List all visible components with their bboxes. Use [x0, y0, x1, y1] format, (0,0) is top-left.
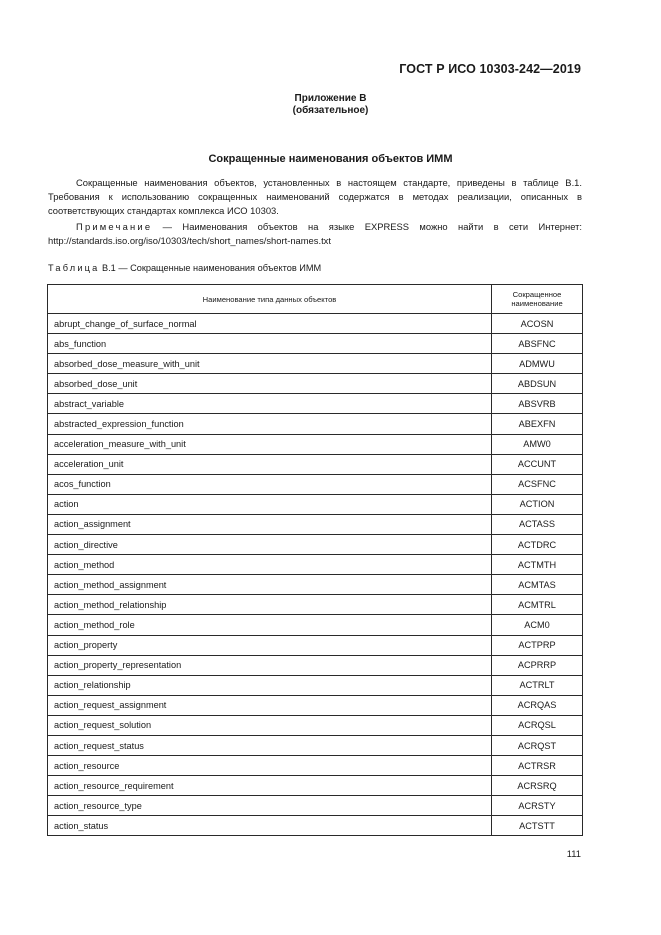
object-name-cell: acceleration_measure_with_unit: [48, 434, 492, 454]
column-header-short-name-line2: наименование: [511, 299, 563, 308]
short-name-cell: ACRQAS: [492, 695, 583, 715]
object-name-cell: action_method_assignment: [48, 575, 492, 595]
annex-title: Приложение В: [294, 93, 367, 104]
object-name-cell: action_assignment: [48, 514, 492, 534]
table-row: [48, 655, 583, 675]
short-name-cell: ACSFNC: [492, 474, 583, 494]
object-name-cell: action_request_solution: [48, 715, 492, 735]
object-name-cell: action_directive: [48, 535, 492, 555]
short-name-cell: ABDSUN: [492, 374, 583, 394]
short-name-cell: ACCUNT: [492, 454, 583, 474]
table-row: [48, 555, 583, 575]
short-name-cell: AMW0: [492, 434, 583, 454]
short-name-cell: ACRQST: [492, 735, 583, 755]
short-name-cell: ABSFNC: [492, 334, 583, 354]
table-row: [48, 334, 583, 354]
short-name-cell: ACRSRQ: [492, 776, 583, 796]
table-row: [48, 514, 583, 534]
table-row: [48, 796, 583, 816]
table-row: [48, 735, 583, 755]
note-text: — Наименования объектов на языке EXPRESS можно найти в сети Интернет: http://standards.iso.org/iso/10303/tech/short_names/short-names.txt: [48, 221, 582, 246]
table-row: [48, 595, 583, 615]
table-body: [48, 314, 583, 836]
object-name-cell: absorbed_dose_unit: [48, 374, 492, 394]
object-name-cell: action_relationship: [48, 675, 492, 695]
short-name-cell: ACTRLT: [492, 675, 583, 695]
short-name-cell: ACTPRP: [492, 635, 583, 655]
note-paragraph: [48, 220, 582, 248]
short-name-cell: ACMTRL: [492, 595, 583, 615]
object-name-cell: action_status: [48, 816, 492, 836]
table-row: [48, 494, 583, 514]
object-name-cell: abs_function: [48, 334, 492, 354]
short-name-cell: ACMTAS: [492, 575, 583, 595]
short-name-cell: ACTDRC: [492, 535, 583, 555]
column-header-object-name: Наименование типа данных объектов: [48, 285, 492, 314]
object-name-cell: acceleration_unit: [48, 454, 492, 474]
table-row: [48, 635, 583, 655]
table-row: [48, 414, 583, 434]
table-row: [48, 695, 583, 715]
table-row: [48, 756, 583, 776]
column-header-short-name: [492, 285, 583, 314]
short-name-cell: ACTION: [492, 494, 583, 514]
column-header-short-name-line1: Сокращенное: [512, 290, 562, 299]
table-row: [48, 575, 583, 595]
object-name-cell: action_resource_requirement: [48, 776, 492, 796]
short-name-cell: ACRSTY: [492, 796, 583, 816]
object-name-cell: action_resource_type: [48, 796, 492, 816]
table-row: [48, 354, 583, 374]
short-names-table: [47, 284, 583, 836]
short-name-cell: ADMWU: [492, 354, 583, 374]
short-name-cell: ACTASS: [492, 514, 583, 534]
note-label: Примечание: [76, 221, 153, 232]
object-name-cell: action_property_representation: [48, 655, 492, 675]
page-number: 111: [566, 848, 581, 859]
table-row: [48, 394, 583, 414]
short-name-cell: ACTRSR: [492, 756, 583, 776]
object-name-cell: abrupt_change_of_surface_normal: [48, 314, 492, 334]
standard-designation: ГОСТ Р ИСО 10303-242—2019: [399, 62, 581, 76]
object-name-cell: absorbed_dose_measure_with_unit: [48, 354, 492, 374]
section-title: Сокращенные наименования объектов ИММ: [208, 153, 453, 165]
short-name-cell: ACTMTH: [492, 555, 583, 575]
table-header-row: [48, 285, 583, 314]
object-name-cell: acos_function: [48, 474, 492, 494]
short-name-cell: ACPRRP: [492, 655, 583, 675]
table-caption-label: Таблица: [48, 263, 100, 273]
table-row: [48, 454, 583, 474]
table-caption-text: В.1 — Сокращенные наименования объектов ИММ: [99, 263, 322, 273]
short-name-cell: ACM0: [492, 615, 583, 635]
object-name-cell: abstract_variable: [48, 394, 492, 414]
table-row: [48, 615, 583, 635]
short-name-cell: ABSVRB: [492, 394, 583, 414]
short-name-cell: ACTSTT: [492, 816, 583, 836]
table-row: [48, 474, 583, 494]
object-name-cell: action_method: [48, 555, 492, 575]
table-row: [48, 675, 583, 695]
table-row: [48, 816, 583, 836]
object-name-cell: action_property: [48, 635, 492, 655]
table-row: [48, 535, 583, 555]
table-row: [48, 314, 583, 334]
object-name-cell: action_request_status: [48, 735, 492, 755]
object-name-cell: action_resource: [48, 756, 492, 776]
object-name-cell: abstracted_expression_function: [48, 414, 492, 434]
short-name-cell: ABEXFN: [492, 414, 583, 434]
object-name-cell: action_method_role: [48, 615, 492, 635]
intro-paragraph-text: Сокращенные наименования объектов, установленных в настоящем стандарте, приведены в таблице В.1. Требования к использованию сокращенных наименований содержатся в методах реализации, описанных в соответствующих стандартах комплекса ИСО 10303.: [48, 177, 582, 216]
table-caption: [48, 263, 321, 273]
object-name-cell: action_method_relationship: [48, 595, 492, 615]
object-name-cell: action_request_assignment: [48, 695, 492, 715]
short-name-cell: ACOSN: [492, 314, 583, 334]
intro-paragraph: [48, 176, 582, 218]
table-row: [48, 715, 583, 735]
table-row: [48, 776, 583, 796]
short-name-cell: ACRQSL: [492, 715, 583, 735]
object-name-cell: action: [48, 494, 492, 514]
table-row: [48, 434, 583, 454]
table-row: [48, 374, 583, 394]
annex-status: (обязательное): [292, 105, 369, 116]
